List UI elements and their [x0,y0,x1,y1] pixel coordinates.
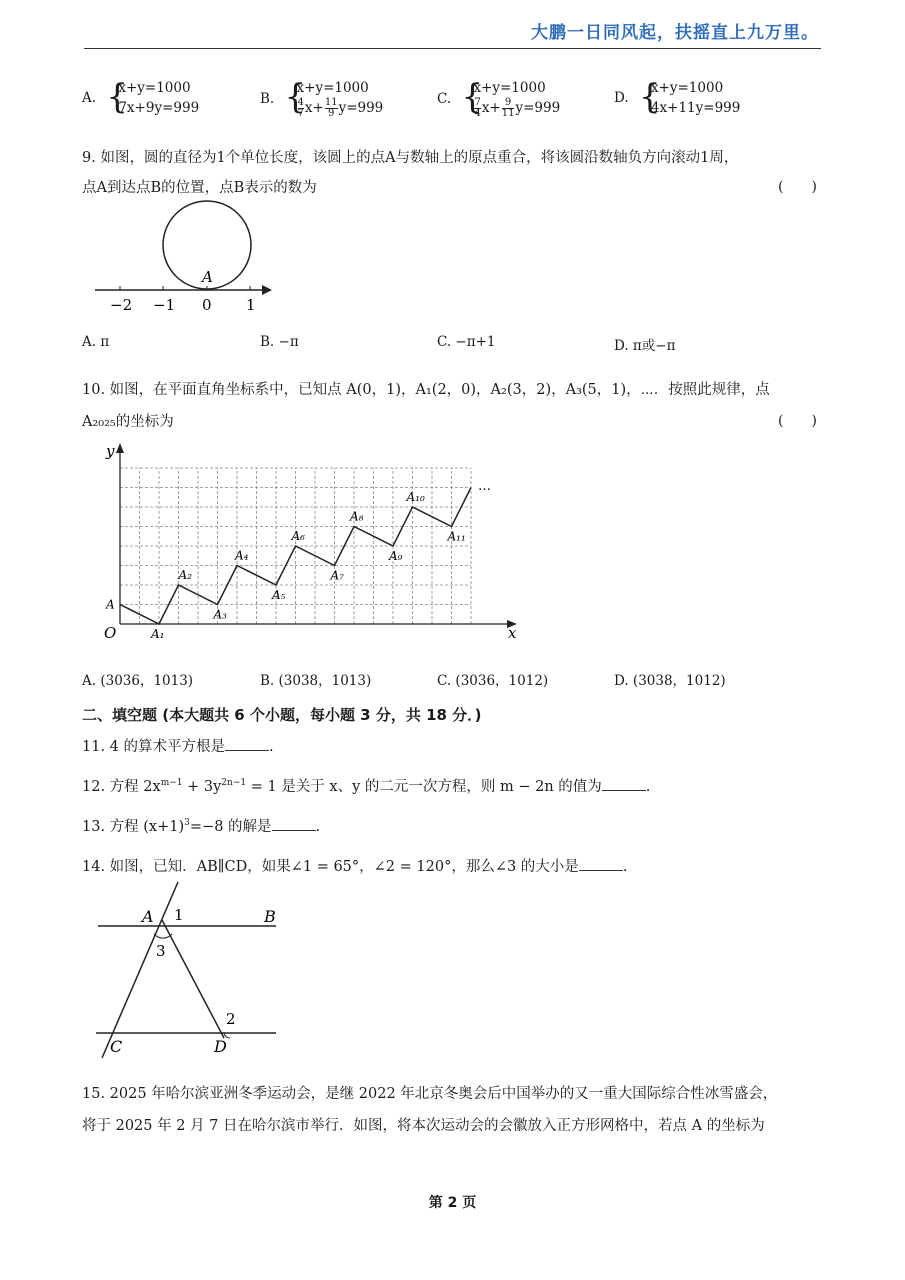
q8-option-a: A. { x+y=1000 7x+9y=999 [82,78,199,118]
q15-line2: 将于 2025 年 2 月 7 日在哈尔滨市举行．如图，将本次运动会的会徽放入正方形网格中，若点 A 的坐标为 [82,1118,765,1134]
point-label: A₅ [272,588,286,602]
point-label: A₂ [178,568,192,582]
q9-line1: 9. 如图，圆的直径为1个单位长度，该圆上的点A与数轴上的原点重合，将该圆沿数轴负方向滚动1周， [82,150,739,166]
tick-label: 1 [246,296,256,314]
point-label: A₁₀ [406,490,425,504]
q10-option-a: A. (3036，1013) [82,673,194,689]
q8-option-d: D. { x+y=1000 4x+11y=999 [614,78,740,118]
label-b: B [264,907,276,926]
angle-2: 2 [226,1010,236,1028]
point-label: A₁₁ [447,529,466,544]
number-line-arrow [262,285,272,295]
q9-line2: 点A到达点B的位置，点B表示的数为 [82,180,317,196]
q10-option-d: D. (3038，1012) [614,673,726,689]
q10-answer-paren: ( ) [778,413,817,429]
point-label: A₉ [389,549,403,563]
q13: 13. 方程 $(x+1)^3=-8$ 的解是 . [82,818,321,835]
label-c: C [110,1037,123,1056]
angle-1: 1 [174,906,184,924]
header-rule [84,48,821,49]
q10-option-c: C. (3036，1012) [437,673,549,689]
point-label: A₃ [213,607,227,622]
q8-option-c: C. { x+y=1000 $\frac{7}{4}$ x+ $\frac{9}{11}$ y=999 [437,78,560,119]
q9-option-d: D. π或−π [614,338,676,354]
label-a: A [142,907,154,926]
point-label: A₄ [235,548,249,563]
q10-option-b: B. (3038，1013) [260,673,372,689]
q8-option-b: B. { x+y=1000 $\frac{4}{7}$ x+ $\frac{11}{9}$ y=999 [260,78,383,119]
header-motto: 大鹏一日同风起，扶摇直上九万里。 [531,23,819,43]
point-label: A₁ [151,627,165,641]
q9-answer-paren: ( ) [778,179,817,195]
tick-label: −2 [110,296,133,314]
x-label: x [508,624,517,642]
point-label: A₆ [291,529,305,543]
transversal-ad [162,920,224,1038]
q14-figure [92,880,292,1060]
point-label: A₈ [350,509,364,524]
q9-option-a: A. π [82,334,110,350]
tick-label: −1 [153,296,176,314]
q15-line1: 15. 2025 年哈尔滨亚洲冬季运动会，是继 2022 年北京冬奥会后中国举办的又一重大国际综合性冰雪盛会， [82,1086,778,1102]
y-label: y [106,442,115,460]
page-number: 第 2 页 [428,1195,477,1211]
angle-3: 3 [156,942,166,960]
q14: 14. 如图，已知．AB∥CD，如果∠1 = 65°，∠2 = 120°，那么∠3 的大小是 . [82,859,628,875]
q11: 11. 4 的算术平方根是 . [82,739,274,755]
q10-line1: 10. 如图，在平面直角坐标系中，已知点 A(0，1)，A₁(2，0)，A₂(3，2)，A₃(5，1)，⋯．按照此规律，点 [82,382,770,398]
ellipsis: … [478,479,491,494]
q10-line2: A₂₀₂₅的坐标为 [82,414,174,430]
q12: 12. 方程 $2x^{m-1} + 3y^{2n-1} = 1$ 是关于 x、y 的二元一次方程，则 m − 2n 的值为 . [82,778,651,795]
section-2-title: 二、填空题 (本大题共 6 个小题，每小题 3 分，共 18 分．) [82,706,482,724]
transversal-ac [102,882,178,1058]
tick-label: 0 [202,296,212,314]
point-label: A [106,597,115,612]
q10-figure [92,438,532,648]
q9-option-c: C. −π+1 [437,334,496,350]
origin-label: O [104,624,117,642]
label-d: D [214,1037,227,1056]
q9-figure [90,200,280,318]
q9-option-b: B. −π [260,334,299,350]
q9-point-a: A [202,268,213,286]
point-label: A₇ [330,568,344,583]
